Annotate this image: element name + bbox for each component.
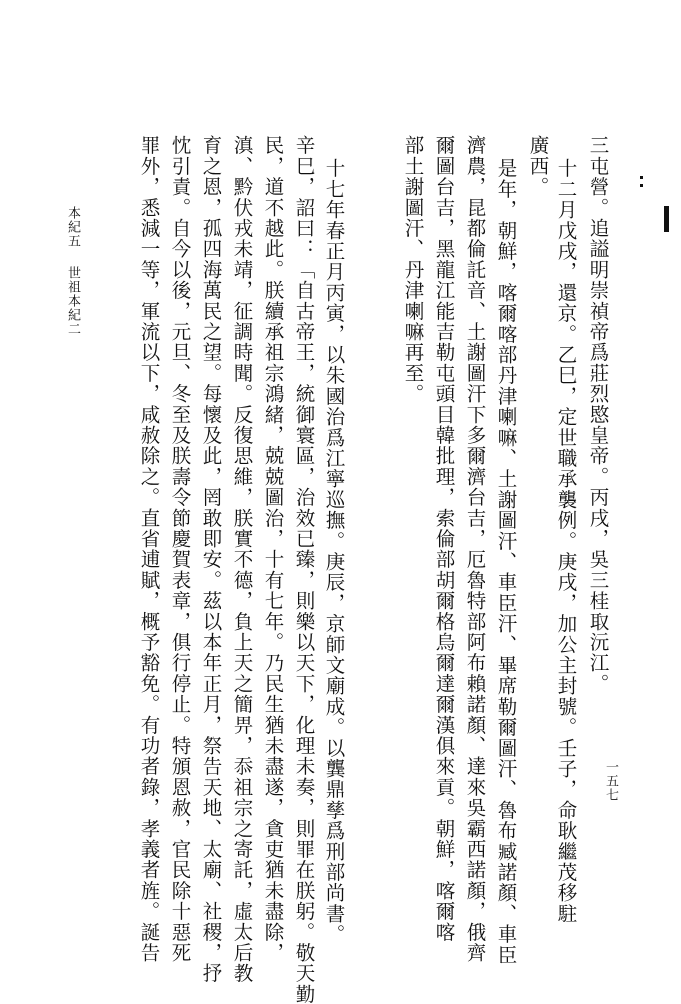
running-header-volume: 本紀五: [65, 206, 80, 248]
text-column: 爾圖台吉，黑龍江能吉勒屯頭目韓批理，索倫部胡爾格烏爾達爾漢俱來貢。朝鮮，喀爾喀: [432, 135, 456, 943]
text-column: 三屯營。追謚明崇禎帝爲莊烈愍皇帝。丙戌，吳三桂取沅江。: [586, 135, 610, 694]
text-column: 罪外，悉減一等，軍流以下，咸赦除之。直省逋賦，概予豁免。有功者錄，孝義者旌。誕告: [137, 135, 161, 963]
text-column: 滇、黔伏戎未靖，征調時聞。反復思維，朕實不德，負上天之簡畀，忝祖宗之寄託，虛太后教: [230, 135, 254, 984]
text-column: 濟農，昆都倫託音、土謝圖汗下多爾濟台吉，厄魯特部阿布賴諾顏、達來吳霸西諾顏，俄齊: [463, 135, 487, 963]
text-column: 十七年春正月丙寅，以朱國治爲江寧巡撫。庚辰，京師文廟成。以龔鼎孳爲刑部尚書。: [322, 158, 346, 945]
text-column: 育之恩，孤四海萬民之望。每懷及此，罔敢即安。茲以本年正月，祭告天地、太廟、社稷，抒: [199, 135, 223, 984]
text-column: 廣西。: [526, 135, 550, 198]
text-column: 辛巳，詔曰：「自古帝王，統御寰區，治效已臻，則樂以天下，化理未奏，則罪在朕躬。敬天勤: [292, 135, 316, 1004]
text-column: 十二月戊戌，還京。乙巳，定世職承襲例。庚戌，加公主封號。壬子，命耿繼茂移駐: [554, 158, 578, 924]
margin-mark: [664, 206, 669, 232]
margin-tick: [640, 184, 643, 187]
text-column: 是年，朝鮮，喀爾喀部丹津喇嘛、土謝圖汗、車臣汗、畢席勒爾圖汗、魯布臧諾顏、車臣: [494, 158, 518, 966]
margin-tick: [640, 176, 643, 179]
page-number: 一五七: [603, 760, 618, 802]
text-column: 民，道不越此。朕續承祖宗鴻緒，兢兢圖治，十有七年。乃民生猶未盡遂，貪吏猶未盡除，: [261, 135, 285, 963]
text-column: 忱引責。自今以後，元旦、冬至及朕壽令節慶賀表章，俱行停止。特頒恩赦，官民除十惡死: [168, 135, 192, 963]
text-column: 部土謝圖汗、丹津喇嘛再至。: [401, 135, 425, 405]
running-header-section: 世祖本紀二: [65, 266, 80, 336]
